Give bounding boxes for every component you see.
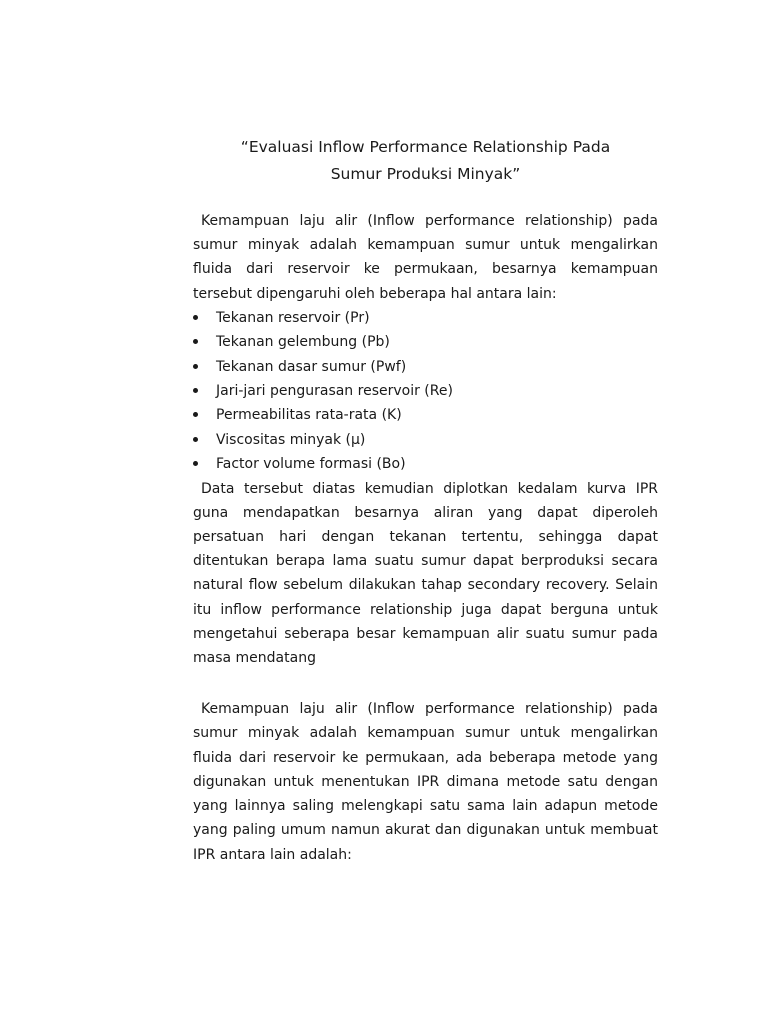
document-body <box>193 134 658 867</box>
bullet-icon <box>193 412 198 417</box>
bullet-icon <box>193 461 198 466</box>
list-item-text: Viscositas minyak (μ) <box>216 431 366 448</box>
list-item-text: Tekanan dasar sumur (Pwf) <box>216 358 407 375</box>
list-item <box>193 428 658 452</box>
list-item <box>193 403 658 427</box>
bullet-icon <box>193 315 198 320</box>
list-item-text: Tekanan gelembung (Pb) <box>216 334 390 351</box>
list-item-text: Jari-jari pengurasan reservoir (Re) <box>216 383 453 400</box>
bullet-icon <box>193 388 198 393</box>
bullet-icon <box>193 364 198 369</box>
paragraph-intro: Kemampuan laju alir (Inflow performance relationship) pada sumur minyak adalah kemampuan sumur untuk mengalirkan fluida dari reservoir ke permukaan, besarnya kemampuan tersebut dipengaruhi oleh beberapa hal antara lain: <box>193 213 658 302</box>
list-item <box>193 330 658 354</box>
factor-list <box>193 306 658 477</box>
document-title <box>193 134 658 188</box>
list-item-text: Factor volume formasi (Bo) <box>216 456 406 473</box>
list-item-text: Permeabilitas rata-rata (K) <box>216 407 402 424</box>
title-line-1: “Evaluasi Inflow Performance Relationship Pada <box>240 138 611 156</box>
list-item <box>193 452 658 476</box>
list-item-text: Tekanan reservoir (Pr) <box>216 309 370 326</box>
list-item <box>193 355 658 379</box>
bullet-icon <box>193 437 198 442</box>
title-line-2: Sumur Produksi Minyak” <box>330 165 521 183</box>
paragraph-ipr-usage: Data tersebut diatas kemudian diplotkan kedalam kurva IPR guna mendapatkan besarnya aliran yang dapat diperoleh persatuan hari dengan tekanan tertentu, sehingga dapat ditentukan berapa lama suatu sumur dapat berproduksi secara natural flow sebelum dilakukan tahap secondary recovery. Selain itu inflow performance relationship juga dapat berguna untuk mengetahui seberapa besar kemampuan alir suatu sumur pada masa mendatang <box>193 480 658 667</box>
paragraph-ipr-methods: Kemampuan laju alir (Inflow performance relationship) pada sumur minyak adalah kemampuan sumur untuk mengalirkan fluida dari reservoir ke permukaan, ada beberapa metode yang digunakan untuk menentukan IPR dimana metode satu dengan yang lainnya saling melengkapi satu sama lain adapun metode yang paling umum namun akurat dan digunakan untuk membuat IPR antara lain adalah: <box>193 701 658 863</box>
list-item <box>193 306 658 330</box>
bullet-icon <box>193 339 198 344</box>
list-item <box>193 379 658 403</box>
